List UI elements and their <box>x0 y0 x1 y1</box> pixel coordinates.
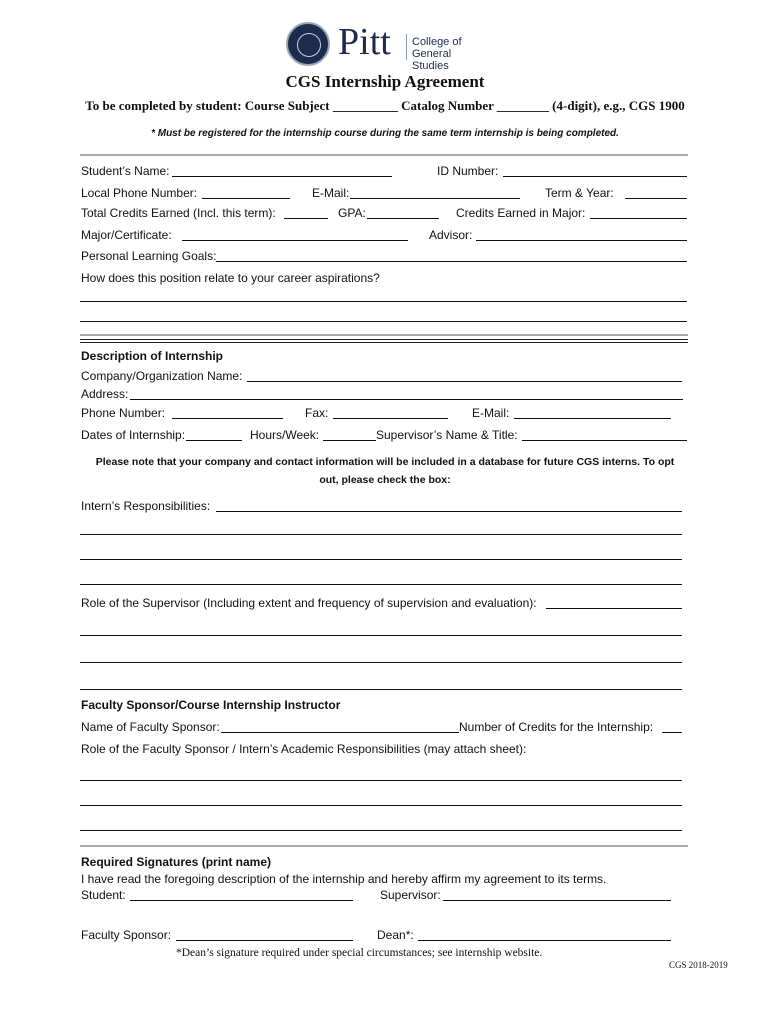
supervisor-signature-field[interactable] <box>443 900 671 901</box>
company-phone-field[interactable] <box>172 418 283 419</box>
faculty-role-label: Role of the Faculty Sponsor / Intern’s Academic Responsibilities (may attach sheet): <box>81 742 527 756</box>
gpa-label: GPA: <box>338 206 366 220</box>
faculty-role-line-2[interactable] <box>80 805 682 806</box>
supervisor-signature-label: Supervisor: <box>380 888 441 902</box>
logo-word: Pitt <box>338 21 391 63</box>
learning-goals-label: Personal Learning Goals: <box>81 249 217 263</box>
supervisor-role-line-2[interactable] <box>80 662 682 663</box>
university-seal-icon <box>286 22 330 66</box>
section-divider <box>80 154 688 156</box>
dates-label: Dates of Internship: <box>81 428 186 442</box>
address-label: Address: <box>81 387 129 401</box>
responsibilities-line-1[interactable] <box>80 534 682 535</box>
advisor-field[interactable] <box>476 240 687 241</box>
internship-credits-field[interactable] <box>662 732 682 733</box>
internship-heading: Description of Internship <box>81 349 224 363</box>
internship-credits-label: Number of Credits for the Internship: <box>459 720 654 734</box>
career-answer-line-1[interactable] <box>80 301 687 302</box>
responsibilities-label: Intern’s Responsibilities: <box>81 499 211 513</box>
address-field[interactable] <box>130 399 683 400</box>
term-year-field[interactable] <box>625 198 687 199</box>
faculty-signature-label: Faculty Sponsor: <box>81 928 172 942</box>
student-name-label: Student’s Name: <box>81 164 170 178</box>
student-email-label: E-Mail: <box>312 186 350 200</box>
form-version: CGS 2018-2019 <box>669 960 728 970</box>
fax-field[interactable] <box>333 418 448 419</box>
fax-label: Fax: <box>305 406 329 420</box>
total-credits-field[interactable] <box>284 218 328 219</box>
opt-out-note: out, please check the box: <box>319 474 451 486</box>
student-signature-label: Student: <box>81 888 126 902</box>
pitt-cgs-logo <box>286 20 486 70</box>
faculty-heading: Faculty Sponsor/Course Internship Instructor <box>81 698 341 712</box>
dates-field[interactable] <box>186 440 242 441</box>
student-signature-field[interactable] <box>130 900 353 901</box>
supervisor-role-label: Role of the Supervisor (Including extent and frequency of supervision and evaluation): <box>81 596 537 610</box>
hours-week-field[interactable] <box>323 440 376 441</box>
dean-signature-note: *Dean’s signature required under special circumstances; see internship website. <box>176 947 543 959</box>
student-name-field[interactable] <box>172 176 392 177</box>
faculty-role-line-3[interactable] <box>80 830 682 831</box>
logo-divider <box>406 34 407 60</box>
gpa-field[interactable] <box>367 218 439 219</box>
registration-note: * Must be registered for the internship course during the same term internship is being completed. <box>151 128 619 139</box>
section-divider <box>80 845 688 847</box>
major-field[interactable] <box>182 240 408 241</box>
hours-week-label: Hours/Week: <box>250 428 320 442</box>
affirmation-text: I have read the foregoing description of the internship and hereby affirm my agreement to its terms. <box>81 872 607 886</box>
company-name-label: Company/Organization Name: <box>81 369 243 383</box>
responsibilities-line-3[interactable] <box>80 584 682 585</box>
company-name-field[interactable] <box>247 381 682 382</box>
supervisor-role-line-3[interactable] <box>80 689 682 690</box>
total-credits-label: Total Credits Earned (Incl. this term): <box>81 206 276 220</box>
term-year-label: Term & Year: <box>545 186 614 200</box>
faculty-sponsor-field[interactable] <box>221 732 459 733</box>
supervisor-name-label: Supervisor’s Name & Title: <box>376 428 518 442</box>
responsibilities-line-2[interactable] <box>80 559 682 560</box>
student-email-field[interactable] <box>350 198 520 199</box>
career-answer-line-2[interactable] <box>80 321 687 322</box>
section-divider <box>80 334 688 336</box>
page-title: CGS Internship Agreement <box>285 72 485 91</box>
section-divider <box>80 339 688 343</box>
dean-signature-field[interactable] <box>418 940 671 941</box>
company-email-field[interactable] <box>514 418 671 419</box>
local-phone-label: Local Phone Number: <box>81 186 198 200</box>
local-phone-field[interactable] <box>202 198 290 199</box>
faculty-sponsor-label: Name of Faculty Sponsor: <box>81 720 220 734</box>
major-credits-field[interactable] <box>590 218 687 219</box>
signatures-heading: Required Signatures (print name) <box>81 855 272 869</box>
responsibilities-field[interactable] <box>216 511 682 512</box>
faculty-role-line-1[interactable] <box>80 780 682 781</box>
supervisor-name-field[interactable] <box>522 440 687 441</box>
faculty-signature-field[interactable] <box>176 940 353 941</box>
company-email-label: E-Mail: <box>472 406 510 420</box>
career-question-label: How does this position relate to your career aspirations? <box>81 271 380 285</box>
id-number-label: ID Number: <box>437 164 499 178</box>
id-number-field[interactable] <box>503 176 687 177</box>
major-label: Major/Certificate: <box>81 228 172 242</box>
course-instruction: To be completed by student: Course Subject __________ Catalog Number ________ (4-digit), e.g., CGS 1900 <box>85 98 685 113</box>
learning-goals-field[interactable] <box>216 261 687 262</box>
dean-signature-label: Dean*: <box>377 928 414 942</box>
advisor-label: Advisor: <box>429 228 473 242</box>
supervisor-role-field[interactable] <box>546 608 682 609</box>
company-phone-label: Phone Number: <box>81 406 166 420</box>
supervisor-role-line-1[interactable] <box>80 635 682 636</box>
database-note: Please note that your company and contact information will be included in a database for future CGS interns. To opt <box>95 456 675 468</box>
college-name: College of General Studies <box>412 36 462 72</box>
major-credits-label: Credits Earned in Major: <box>456 206 586 220</box>
